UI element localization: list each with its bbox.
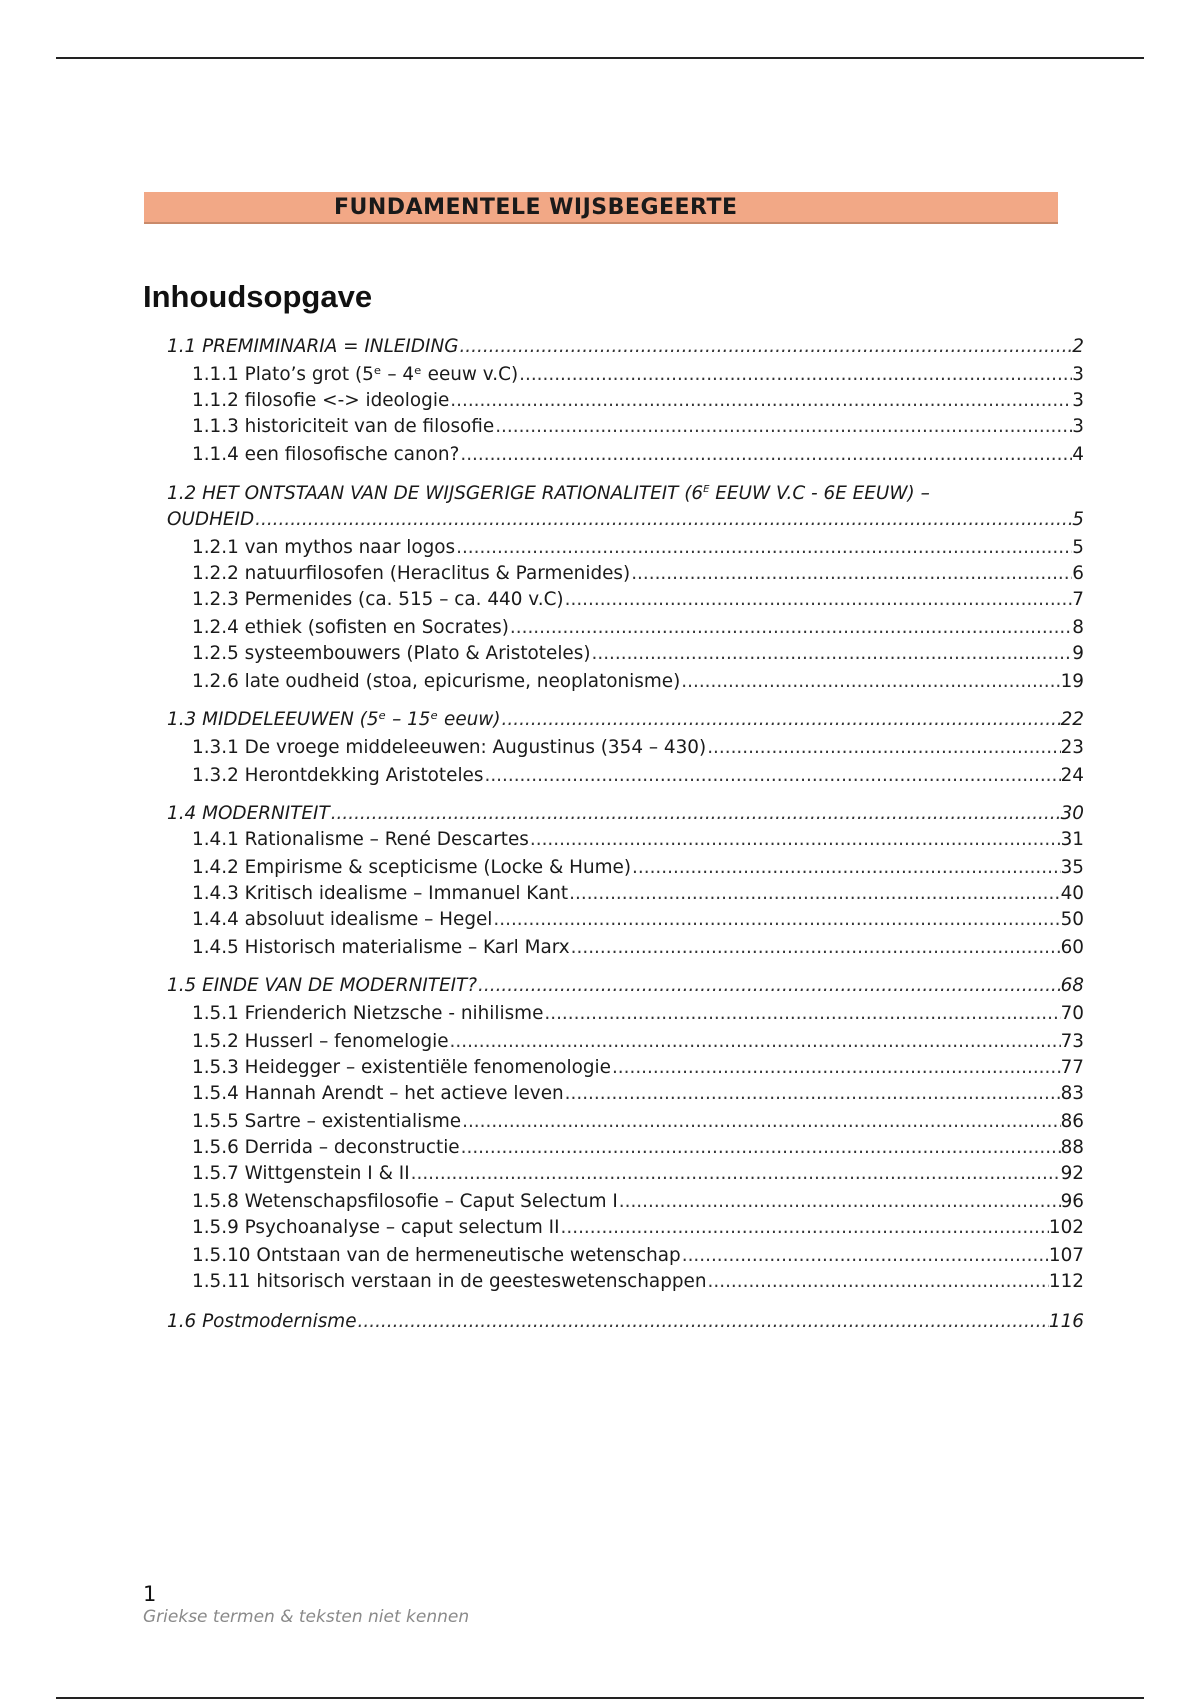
toc-entry-1-5[interactable]: 1.5 EINDE VAN DE MODERNITEIT? ..... 68 (167, 973, 1084, 999)
document-title: FUNDAMENTELE WIJSBEGEERTE (334, 195, 738, 220)
toc-page-number: 23 (1060, 737, 1084, 758)
toc-entry-1-2-4[interactable]: 1.2.4 ethiek (sofisten en Socrates) ..... 8 (192, 615, 1084, 641)
toc-page-number: 4 (1072, 444, 1084, 465)
toc-entry-1-5-1[interactable]: 1.5.1 Frienderich Nietzsche - nihilisme ..... 70 (192, 1001, 1084, 1027)
page-number: 1 (143, 1582, 157, 1606)
toc-page-number: 35 (1060, 857, 1084, 878)
toc-page-number: 3 (1072, 416, 1084, 437)
toc-entry-1-5-6[interactable]: 1.5.6 Derrida – deconstructie ..... 88 (192, 1135, 1084, 1161)
toc-entry-1-4[interactable]: 1.4 MODERNITEIT ..... 30 (167, 801, 1084, 827)
toc-heading: Inhoudsopgave (143, 279, 373, 314)
toc-entry-1-3-2[interactable]: 1.3.2 Herontdekking Aristoteles ..... 24 (192, 763, 1084, 789)
footer-rule (56, 1697, 1144, 1699)
toc-page-number: 50 (1060, 909, 1084, 930)
toc-page-number: 31 (1060, 829, 1084, 850)
toc-page-number: 24 (1060, 765, 1084, 786)
toc-entry-1-2[interactable]: OUDHEID ..... 5 (167, 507, 1084, 533)
toc-entry-1-5-2[interactable]: 1.5.2 Husserl – fenomelogie ..... 73 (192, 1029, 1084, 1055)
toc-entry-1-2-3[interactable]: 1.2.3 Permenides (ca. 515 – ca. 440 v.C) ..... 7 (192, 587, 1084, 613)
toc-page-number: 7 (1072, 589, 1084, 610)
toc-page-number: 8 (1072, 617, 1084, 638)
toc-entry-1-1-2[interactable]: 1.1.2 filosofie <-> ideologie ..... 3 (192, 388, 1084, 414)
toc-page-number: 2 (1072, 336, 1084, 357)
toc-entry-1-2-line1[interactable]: 1.2 HET ONTSTAAN VAN DE WIJSGERIGE RATIONALITEIT ($6^E$ EEUW V.C - 6E EEUW) – (167, 483, 930, 504)
toc-page-number: 96 (1060, 1191, 1084, 1212)
toc-entry-1-5-11[interactable]: 1.5.11 hitsorisch verstaan in de geesteswetenschappen ..... 112 (192, 1269, 1084, 1295)
toc-entry-1-5-3[interactable]: 1.5.3 Heidegger – existentiële fenomenologie ..... 77 (192, 1055, 1084, 1081)
toc-entry-1-2-6[interactable]: 1.2.6 late oudheid (stoa, epicurisme, neoplatonisme) ..... 19 (192, 669, 1084, 695)
toc-page-number: 30 (1060, 803, 1084, 824)
toc-entry-1-5-10[interactable]: 1.5.10 Ontstaan van de hermeneutische wetenschap ..... 107 (192, 1243, 1084, 1269)
toc-page-number: 77 (1060, 1057, 1084, 1078)
toc-entry-1-6[interactable]: 1.6 Postmodernisme ..... 116 (167, 1309, 1084, 1335)
toc-entry-1-1-4[interactable]: 1.1.4 een filosofische canon? ..... 4 (192, 442, 1084, 468)
toc-entry-1-4-5[interactable]: 1.4.5 Historisch materialisme – Karl Marx ..... 60 (192, 935, 1084, 961)
header-rule (56, 57, 1144, 59)
toc-page-number: 5 (1072, 509, 1084, 530)
toc-entry-1-1-3[interactable]: 1.1.3 historiciteit van de filosofie ..... 3 (192, 414, 1084, 440)
footer-note: Griekse termen & teksten niet kennen (143, 1607, 470, 1627)
toc-entry-1-4-4[interactable]: 1.4.4 absoluut idealisme – Hegel ..... 50 (192, 907, 1084, 933)
toc-page-number: 3 (1072, 364, 1084, 385)
toc-entry-1-4-1[interactable]: 1.4.1 Rationalisme – René Descartes ..... 31 (192, 827, 1084, 853)
toc-entry-1-2-2[interactable]: 1.2.2 natuurfilosofen (Heraclitus & Parmenides) ..... 6 (192, 561, 1084, 587)
toc-page-number: 73 (1060, 1031, 1084, 1052)
toc-page-number: 86 (1060, 1111, 1084, 1132)
toc-page-number: 116 (1048, 1311, 1084, 1332)
toc-page-number: 107 (1048, 1245, 1084, 1266)
toc-entry-1-5-9[interactable]: 1.5.9 Psychoanalyse – caput selectum II ..... 102 (192, 1215, 1084, 1241)
toc-entry-1-4-2[interactable]: 1.4.2 Empirisme & scepticisme (Locke & Hume) ..... 35 (192, 855, 1084, 881)
toc-entry-1-5-7[interactable]: 1.5.7 Wittgenstein I & II ..... 92 (192, 1161, 1084, 1187)
document-title-band (144, 192, 1058, 224)
toc-page-number: 92 (1060, 1163, 1084, 1184)
toc-entry-1-1[interactable]: 1.1 PREMIMINARIA = INLEIDING ..... 2 (167, 334, 1084, 360)
toc-page-number: 9 (1072, 643, 1084, 664)
toc-entry-1-2-1[interactable]: 1.2.1 van mythos naar logos ..... 5 (192, 535, 1084, 561)
toc-page-number: 60 (1060, 937, 1084, 958)
toc-entry-1-5-8[interactable]: 1.5.8 Wetenschapsfilosofie – Caput Selectum I ..... 96 (192, 1189, 1084, 1215)
toc-page-number: 6 (1072, 563, 1084, 584)
toc-page-number: 68 (1060, 975, 1084, 996)
toc-page-number: 88 (1060, 1137, 1084, 1158)
toc-page-number: 3 (1072, 390, 1084, 411)
toc-entry-1-3-1[interactable]: 1.3.1 De vroege middeleeuwen: Augustinus (354 – 430) ..... 23 (192, 735, 1084, 761)
toc-page-number: 40 (1060, 883, 1084, 904)
toc-page-number: 19 (1060, 671, 1084, 692)
toc-entry-1-5-5[interactable]: 1.5.5 Sartre – existentialisme ..... 86 (192, 1109, 1084, 1135)
toc-page-number: 83 (1060, 1083, 1084, 1104)
toc-entry-1-1-1[interactable]: 1.1.1 Plato’s grot (5ᵉ – 4ᵉ eeuw v.C) ..... 3 (192, 362, 1084, 388)
toc-page-number: 5 (1072, 537, 1084, 558)
toc-page-number: 22 (1060, 709, 1084, 730)
toc-page-number: 112 (1048, 1271, 1084, 1292)
toc-entry-1-3[interactable]: 1.3 MIDDELEEUWEN (5ᵉ – 15ᵉ eeuw) ..... 22 (167, 707, 1084, 733)
toc-entry-1-2-5[interactable]: 1.2.5 systeembouwers (Plato & Aristoteles) ..... 9 (192, 641, 1084, 667)
toc-entry-1-5-4[interactable]: 1.5.4 Hannah Arendt – het actieve leven ..... 83 (192, 1081, 1084, 1107)
toc-page-number: 70 (1060, 1003, 1084, 1024)
toc-entry-1-4-3[interactable]: 1.4.3 Kritisch idealisme – Immanuel Kant ..... 40 (192, 881, 1084, 907)
toc-page-number: 102 (1048, 1217, 1084, 1238)
